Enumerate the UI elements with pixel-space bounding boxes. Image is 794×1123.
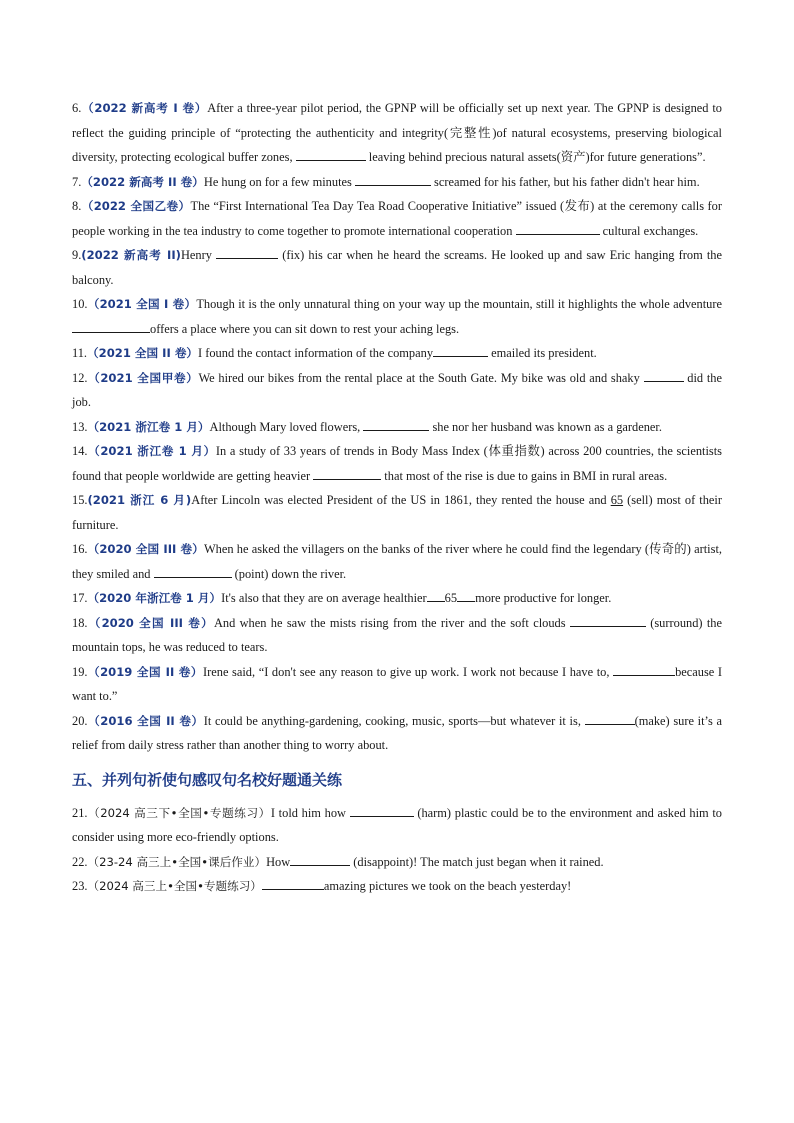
question-source: (2021 浙江 6 月) (87, 493, 192, 507)
text-segment: (surround) the mountain tops, he was reduced to tears. (72, 615, 723, 654)
question-14 (72, 439, 722, 488)
text-segment: 9. (72, 248, 82, 262)
question-17 (72, 586, 722, 611)
answer-blank (313, 465, 381, 480)
text-segment: It's also that they are on average healthier (221, 591, 427, 605)
section-title: 五、并列句祈使句感叹句名校好题通关练 (72, 770, 343, 789)
text-segment: I told him how (270, 805, 350, 820)
text-segment: offers a place where you can sit down to rest your aching legs. (150, 321, 460, 336)
answer-blank (516, 220, 600, 235)
text-segment: 22. (72, 854, 88, 869)
text-segment: 12. (72, 370, 88, 385)
text-segment: 10. (72, 297, 88, 311)
question-source: （2021 全国 II 卷） (87, 346, 199, 360)
text-segment: He hung on for a few minutes (203, 174, 355, 189)
text-segment: (harm) plastic could be to the environment and asked him to consider using more eco-friendly options. (72, 805, 722, 844)
answer-blank (427, 587, 445, 602)
text-segment: 15. (72, 493, 88, 507)
question-source: （2021 浙江卷 1 月） (87, 419, 210, 434)
text-segment: 23. (72, 879, 88, 893)
text-segment: that most of the rise is due to gains in BMI in rural areas. (381, 468, 668, 483)
text-segment: When he asked the villagers on the banks of the river where he could find the legendary (传奇的) artist, they smiled and (72, 542, 722, 581)
answer-blank (154, 563, 232, 578)
answer-blank (457, 587, 475, 602)
question-source: （2022 全国乙卷） (81, 199, 191, 213)
question-9 (72, 243, 722, 292)
text-segment: more productive for longer. (475, 591, 612, 605)
text-segment: screamed for his father, but his father didn't hear him. (430, 174, 700, 189)
text-segment: 20. (72, 713, 88, 728)
question-source: （2020 年浙江卷 1 月） (87, 591, 222, 605)
document-content (72, 96, 722, 899)
question-20 (72, 709, 722, 758)
question-source: （2016 全国 II 卷） (87, 713, 204, 728)
text-segment: How (266, 854, 291, 869)
question-source: （2022 新高考 II 卷） (81, 174, 204, 189)
text-segment: 19. (72, 664, 88, 679)
text-segment: (sell) most of their furniture. (72, 493, 722, 532)
text-segment: In a study of 33 years of trends in Body Mass Index (体重指数) across 200 countries, the scientists found that people worldwide are getting heavier (72, 444, 722, 483)
answer-blank (355, 171, 431, 186)
answer-blank (72, 318, 150, 333)
text-segment: she nor her husband was known as a gardener. (429, 419, 662, 434)
text-segment: did the job. (72, 370, 723, 409)
question-source: （2022 新高考 I 卷） (81, 101, 208, 115)
question-source: （2019 全国 II 卷） (87, 664, 203, 679)
text-segment: I found the contact information of the company (198, 346, 434, 360)
text-segment: (make) sure it’s a relief from daily stress rather than another thing to worry about. (72, 713, 723, 752)
text-segment: (point) down the river. (231, 566, 347, 581)
text-segment: It could be anything-gardening, cooking, music, sports—but whatever it is, (203, 713, 585, 728)
text-segment: 11. (72, 346, 88, 360)
question-source: （2021 全国 I 卷） (87, 297, 197, 311)
text-segment: 8. (72, 199, 82, 213)
question-8 (72, 194, 722, 243)
text-segment: 17. (72, 591, 88, 605)
question-18 (72, 611, 722, 660)
answer-blank (216, 244, 278, 259)
text-segment: amazing pictures we took on the beach yesterday! (323, 879, 572, 893)
question-13 (72, 415, 722, 440)
answer-blank (613, 661, 675, 676)
question-source: （2024 高三下•全国•专题练习） (87, 805, 271, 820)
question-source: （2021 全国甲卷） (87, 370, 199, 385)
answer-blank (433, 342, 488, 357)
answer-blank (296, 146, 366, 161)
text-segment: Though it is the only unnatural thing on your way up the mountain, still it highlights the whole adventure (196, 297, 722, 311)
text-segment: because I want to.” (72, 664, 722, 703)
text-segment: emailed its president. (488, 346, 597, 360)
answer-blank (290, 851, 350, 866)
text-segment: cultural exchanges. (599, 223, 699, 238)
text-segment: 7. (72, 174, 82, 189)
question-15 (72, 488, 722, 537)
answer-blank (585, 710, 635, 725)
question-12 (72, 366, 722, 415)
text-segment: After a three-year pilot period, the GPNP will be officially set up next year. The GPNP is designed to reflect the guiding principle of “protecting the authenticity and integrity(完整性)of natural ecosystems, preserving biological diversity, protecting ecological buffer zones, (72, 101, 722, 164)
answer-blank (570, 612, 646, 627)
text-segment: 16. (72, 542, 88, 556)
text-segment: 18. (72, 615, 88, 630)
question-source: （2020 全国 III 卷） (87, 542, 204, 556)
text-segment: Although Mary loved flowers, (209, 419, 364, 434)
question-10 (72, 292, 722, 341)
question-11 (72, 341, 722, 366)
question-6 (72, 96, 722, 170)
question-source: （2020 全国 III 卷） (87, 615, 214, 630)
answer-blank (350, 802, 414, 817)
text-segment: leaving behind precious natural assets(资产)for future generations”. (365, 150, 706, 164)
question-21 (72, 801, 722, 850)
question-source: （2021 浙江卷 1 月） (87, 444, 216, 458)
text-segment: After Lincoln was elected President of the US in 1861, they rented the house and (191, 493, 611, 507)
blank-number: 65 (610, 493, 624, 507)
text-segment: Henry (180, 248, 217, 262)
question-source: （23-24 高三上•全国•课后作业） (87, 854, 267, 869)
text-segment: 14. (72, 444, 88, 458)
question-23 (72, 874, 722, 899)
text-segment: Irene said, “I don't see any reason to give up work. I work not because I have to, (203, 664, 614, 679)
answer-blank (363, 416, 429, 431)
answer-blank (262, 875, 324, 890)
text-segment: 21. (72, 805, 88, 820)
question-source: （2024 高三上•全国•专题练习） (87, 879, 262, 893)
question-19 (72, 660, 722, 709)
text-segment: (fix) his car when he heard the screams. He looked up and saw Eric hanging from the balcony. (72, 248, 722, 287)
question-16 (72, 537, 722, 586)
text-segment: 6. (72, 101, 82, 115)
text-segment: 13. (72, 419, 88, 434)
question-source: (2022 新高考 II) (81, 248, 181, 262)
text-segment: And when he saw the mists rising from the river and the soft clouds (213, 615, 570, 630)
text-segment: We hired our bikes from the rental place at the South Gate. My bike was old and shaky (198, 370, 644, 385)
blank-number: 65 (444, 591, 458, 605)
question-7 (72, 170, 722, 195)
text-segment: The “First International Tea Day Tea Road Cooperative Initiative” issued (发布) at the ceremony calls for people working in the tea industry to come together to promote international cooperation (72, 199, 722, 238)
text-segment: (disappoint)! The match just began when it rained. (350, 854, 604, 869)
question-22 (72, 850, 722, 875)
answer-blank (644, 367, 684, 382)
